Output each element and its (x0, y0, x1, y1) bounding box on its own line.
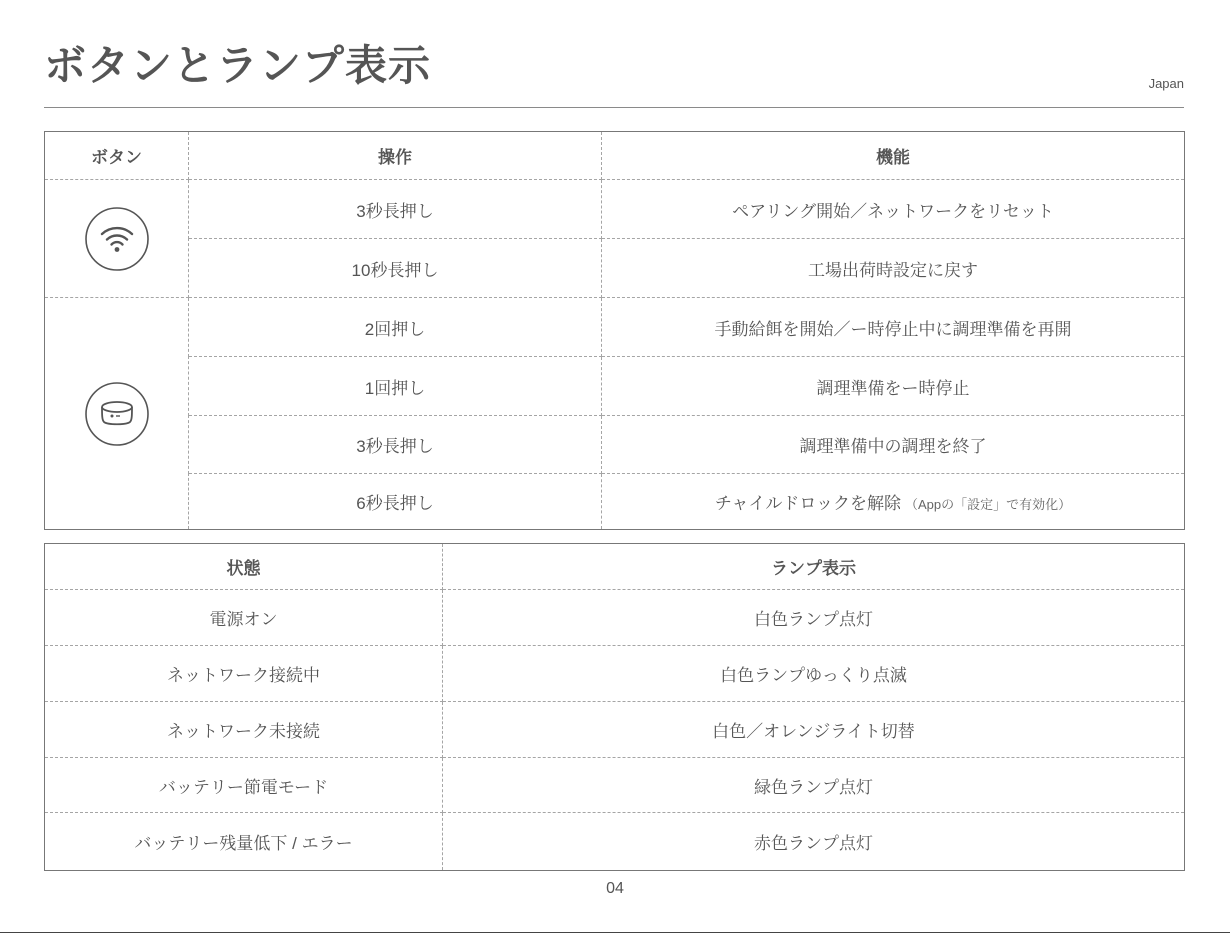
operation-cell: 2回押し (189, 298, 602, 357)
header-lamp: ランプ表示 (443, 544, 1185, 590)
lamp-cell: 赤色ランプ点灯 (443, 813, 1185, 871)
table-row (45, 590, 1185, 646)
bottom-divider (0, 932, 1230, 933)
operation-cell: 6秒長押し (189, 474, 602, 530)
table-row (45, 357, 1185, 416)
operation-cell: 10秒長押し (189, 239, 602, 298)
function-cell: 調理準備をー時停止 (602, 357, 1185, 416)
header-button: ボタン (45, 132, 189, 180)
state-cell: バッテリー節電モード (45, 758, 443, 813)
table-row (45, 813, 1185, 871)
function-cell: 手動給餌を開始／ー時停止中に調理準備を再開 (602, 298, 1185, 357)
table-row (45, 298, 1185, 357)
lamp-cell: 白色／オレンジライト切替 (443, 702, 1185, 758)
feed-button-cell (45, 298, 189, 530)
state-cell: ネットワーク接続中 (45, 646, 443, 702)
feed-bowl-icon (85, 382, 149, 446)
table-row (45, 702, 1185, 758)
page-title: ボタンとランプ表示 (44, 42, 432, 89)
table-row (45, 416, 1185, 474)
function-cell (602, 474, 1185, 530)
lamp-cell: 白色ランプ点灯 (443, 590, 1185, 646)
function-note: （Appの「設定」で有効化） (905, 497, 1072, 512)
header-function: 機能 (602, 132, 1185, 180)
header-state: 状態 (45, 544, 443, 590)
operation-cell: 1回押し (189, 357, 602, 416)
page-number: 04 (606, 880, 624, 897)
state-cell: 電源オン (45, 590, 443, 646)
buttons-table (44, 131, 1185, 530)
title-divider (44, 107, 1184, 108)
state-cell: バッテリー残量低下 / エラー (45, 813, 443, 871)
function-cell: 調理準備中の調理を終了 (602, 416, 1185, 474)
wifi-icon (85, 207, 149, 271)
table-row (45, 646, 1185, 702)
function-text: チャイルドロックを解除 (714, 494, 901, 513)
table-row (45, 239, 1185, 298)
lamp-cell: 白色ランプゆっくり点滅 (443, 646, 1185, 702)
operation-cell: 3秒長押し (189, 180, 602, 239)
operation-cell: 3秒長押し (189, 416, 602, 474)
lamp-table (44, 543, 1185, 871)
buttons-table-header (45, 132, 1185, 180)
lamp-table-header (45, 544, 1185, 590)
region-label: Japan (1148, 76, 1184, 91)
table-row (45, 758, 1185, 813)
lamp-cell: 緑色ランプ点灯 (443, 758, 1185, 813)
state-cell: ネットワーク未接続 (45, 702, 443, 758)
header-operation: 操作 (189, 132, 602, 180)
wifi-button-cell (45, 180, 189, 298)
table-row (45, 180, 1185, 239)
table-row (45, 474, 1185, 530)
function-cell: 工場出荷時設定に戻す (602, 239, 1185, 298)
function-cell: ペアリング開始／ネットワークをリセット (602, 180, 1185, 239)
